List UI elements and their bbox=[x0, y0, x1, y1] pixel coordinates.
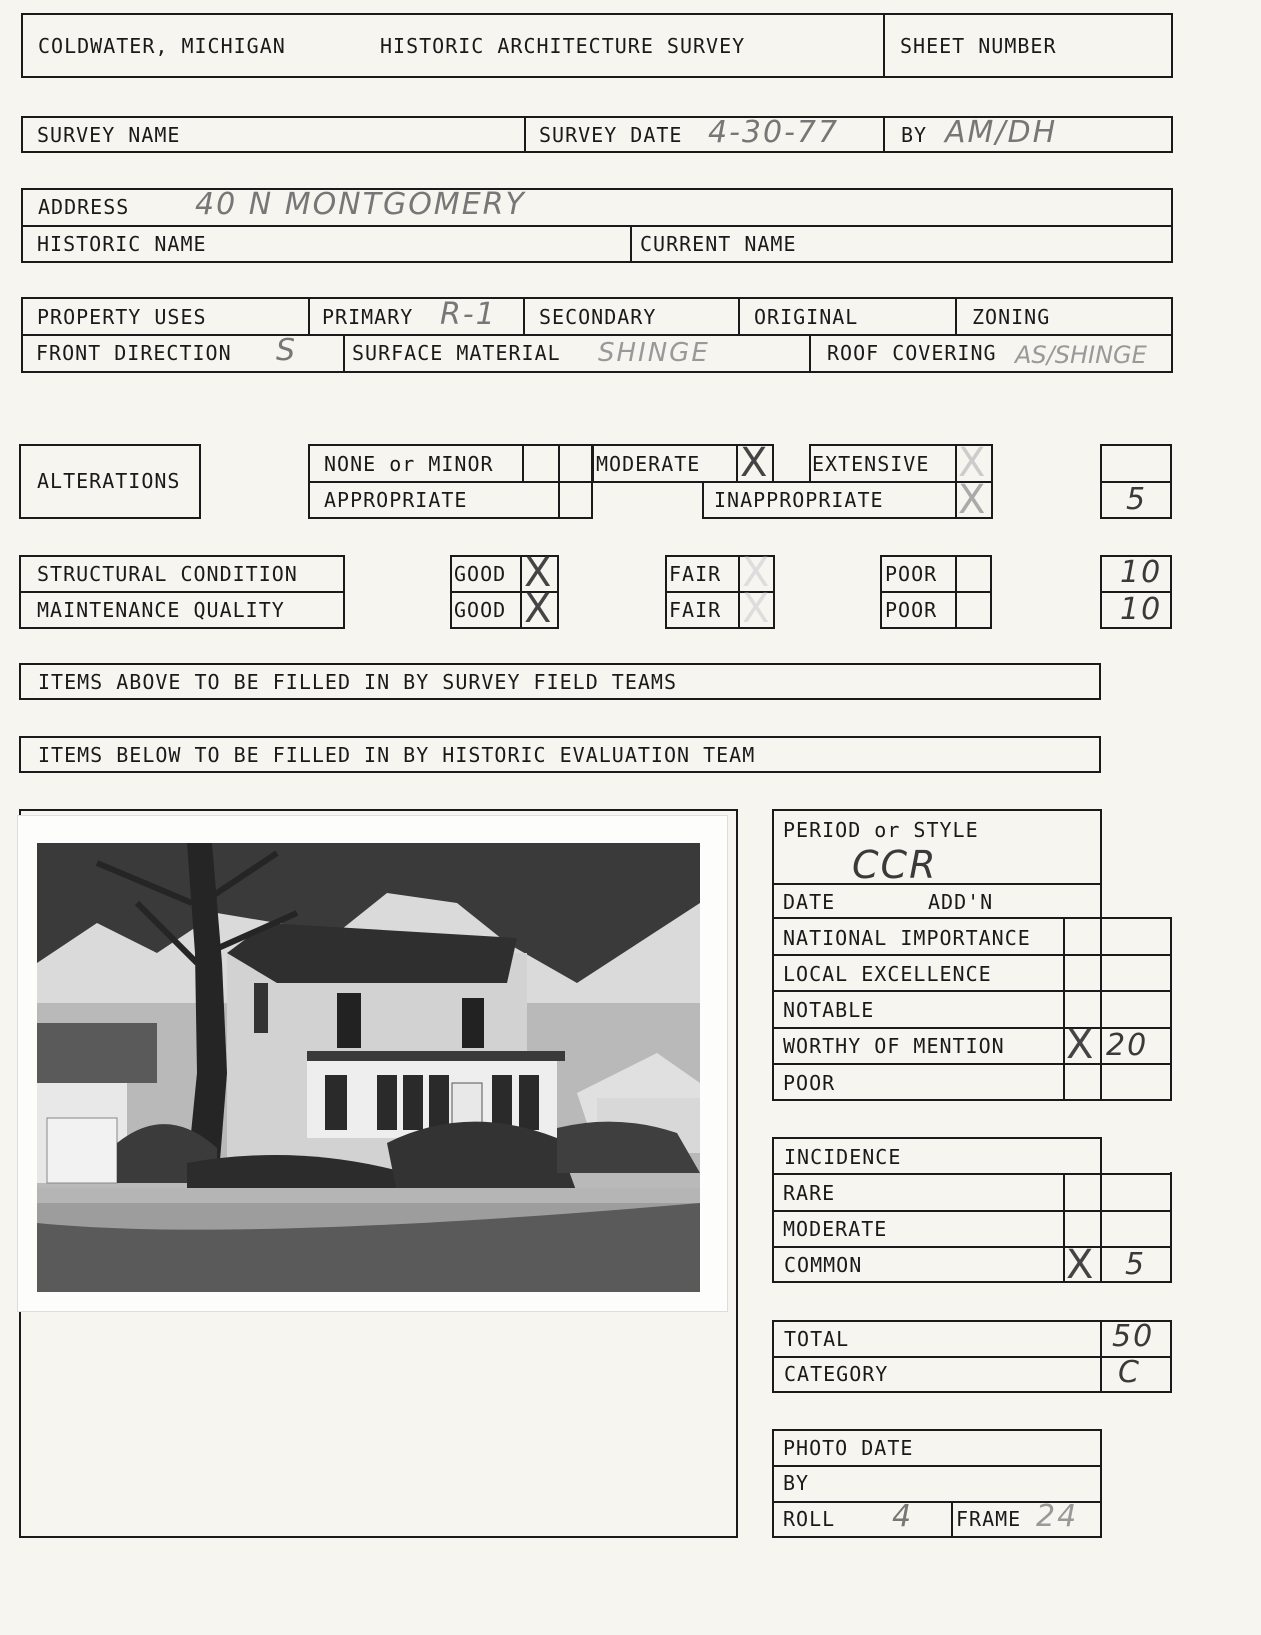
historic-name-label: HISTORIC NAME bbox=[37, 232, 207, 256]
current-name-label: CURRENT NAME bbox=[640, 232, 797, 256]
moderate-label: MODERATE bbox=[596, 452, 701, 476]
incidence-corner-blank bbox=[1102, 1130, 1174, 1172]
category-value[interactable]: C bbox=[1118, 1355, 1141, 1390]
address-value[interactable]: 40 N MONTGOMERY bbox=[195, 187, 526, 222]
addn-label: ADD'N bbox=[928, 890, 994, 914]
moderate-checkmark[interactable]: X bbox=[740, 440, 768, 486]
local-excellence-label: LOCAL EXCELLENCE bbox=[783, 962, 992, 986]
total-label: TOTAL bbox=[784, 1327, 850, 1351]
roof-covering-value[interactable]: AS/SHINGE bbox=[1015, 341, 1147, 369]
form-title: HISTORIC ARCHITECTURE SURVEY bbox=[380, 34, 746, 58]
survey-date-label: SURVEY DATE bbox=[539, 123, 683, 147]
none-minor-label: NONE or MINOR bbox=[324, 452, 494, 476]
maintenance-good-label: GOOD bbox=[454, 598, 507, 622]
photo-date-label: PHOTO DATE bbox=[783, 1436, 914, 1460]
sheet-number-label: SHEET NUMBER bbox=[900, 34, 1057, 58]
primary-value[interactable]: R-1 bbox=[440, 297, 497, 332]
period-style-value[interactable]: CCR bbox=[852, 843, 938, 887]
worthy-checkmark[interactable]: X bbox=[1066, 1022, 1094, 1068]
common-score[interactable]: 5 bbox=[1125, 1247, 1147, 1282]
house-photo[interactable] bbox=[37, 843, 700, 1292]
roll-label: ROLL bbox=[783, 1507, 836, 1531]
structural-poor-label: POOR bbox=[885, 562, 938, 586]
secondary-label: SECONDARY bbox=[539, 305, 657, 329]
front-direction-value[interactable]: S bbox=[276, 333, 298, 368]
survey-name-label: SURVEY NAME bbox=[37, 123, 181, 147]
maintenance-fair-checkmark[interactable]: X bbox=[742, 586, 770, 632]
extensive-checkmark[interactable]: X bbox=[958, 440, 986, 486]
structural-score[interactable]: 10 bbox=[1120, 555, 1163, 590]
poor-significance-label: POOR bbox=[783, 1071, 836, 1095]
common-checkmark[interactable]: X bbox=[1066, 1242, 1094, 1288]
surface-material-label: SURFACE MATERIAL bbox=[352, 341, 561, 365]
worthy-of-mention-label: WORTHY OF MENTION bbox=[783, 1034, 1005, 1058]
rare-label: RARE bbox=[783, 1181, 836, 1205]
structural-good-checkmark[interactable]: X bbox=[524, 550, 552, 596]
surveyed-by-label: BY bbox=[901, 123, 928, 147]
photo-panel-top bbox=[19, 809, 738, 811]
moderate-incidence-label: MODERATE bbox=[783, 1217, 888, 1241]
total-value[interactable]: 50 bbox=[1112, 1319, 1155, 1354]
address-label: ADDRESS bbox=[38, 195, 130, 219]
city-label: COLDWATER, MICHIGAN bbox=[38, 34, 286, 58]
worthy-score[interactable]: 20 bbox=[1106, 1028, 1149, 1063]
roof-covering-label: ROOF COVERING bbox=[827, 341, 997, 365]
photo-by-label: BY bbox=[783, 1471, 810, 1495]
maintenance-quality-label: MAINTENANCE QUALITY bbox=[37, 598, 285, 622]
date-label: DATE bbox=[783, 890, 836, 914]
structural-fair-checkmark[interactable]: X bbox=[742, 550, 770, 596]
frame-value[interactable]: 24 bbox=[1036, 1499, 1079, 1534]
alterations-label: ALTERATIONS bbox=[37, 469, 181, 493]
maintenance-fair-label: FAIR bbox=[669, 598, 722, 622]
period-style-label: PERIOD or STYLE bbox=[783, 818, 979, 842]
surveyed-by-value[interactable]: AM/DH bbox=[945, 115, 1058, 150]
surface-material-value[interactable]: SHINGE bbox=[598, 338, 710, 368]
inappropriate-checkmark[interactable]: X bbox=[958, 477, 986, 523]
zoning-label: ZONING bbox=[972, 305, 1051, 329]
alterations-score[interactable]: 5 bbox=[1126, 482, 1148, 517]
original-label: ORIGINAL bbox=[754, 305, 859, 329]
maintenance-poor-label: POOR bbox=[885, 598, 938, 622]
structural-fair-label: FAIR bbox=[669, 562, 722, 586]
frame-label: FRAME bbox=[956, 1507, 1022, 1531]
photo-panel-right bbox=[736, 809, 738, 1538]
maintenance-good-checkmark[interactable]: X bbox=[524, 586, 552, 632]
property-uses-label: PROPERTY USES bbox=[37, 305, 207, 329]
national-importance-label: NATIONAL IMPORTANCE bbox=[783, 926, 1031, 950]
photo-panel-bottom bbox=[19, 1536, 738, 1538]
items-below-text: ITEMS BELOW TO BE FILLED IN BY HISTORIC EVALUATION TEAM bbox=[38, 743, 756, 767]
maintenance-score[interactable]: 10 bbox=[1120, 592, 1163, 627]
incidence-label: INCIDENCE bbox=[784, 1145, 902, 1169]
items-above-text: ITEMS ABOVE TO BE FILLED IN BY SURVEY FIELD TEAMS bbox=[38, 670, 678, 694]
notable-label: NOTABLE bbox=[783, 998, 875, 1022]
appropriate-label: APPROPRIATE bbox=[324, 488, 468, 512]
roll-value[interactable]: 4 bbox=[892, 1499, 914, 1534]
structural-good-label: GOOD bbox=[454, 562, 507, 586]
category-label: CATEGORY bbox=[784, 1362, 889, 1386]
primary-label: PRIMARY bbox=[322, 305, 414, 329]
survey-date-value[interactable]: 4-30-77 bbox=[708, 115, 840, 150]
structural-condition-label: STRUCTURAL CONDITION bbox=[37, 562, 298, 586]
common-label: COMMON bbox=[784, 1253, 863, 1277]
front-direction-label: FRONT DIRECTION bbox=[36, 341, 232, 365]
extensive-label: EXTENSIVE bbox=[812, 452, 930, 476]
inappropriate-label: INAPPROPRIATE bbox=[714, 488, 884, 512]
